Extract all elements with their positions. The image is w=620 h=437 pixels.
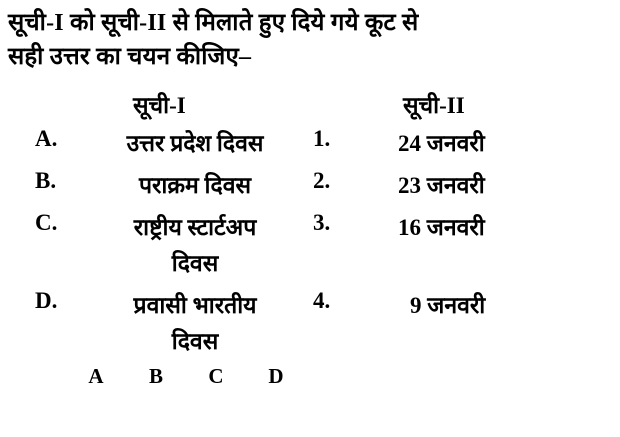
question-stem-line-1: सूची-I को सूची-II से मिलाते हुए दिये गये कूट से xyxy=(8,10,419,36)
row-left-item xyxy=(86,288,304,359)
row-left-item: उत्तर प्रदेश दिवस xyxy=(126,131,264,156)
row-left-item-line-1: प्रवासी भारतीय xyxy=(133,293,257,318)
row-right-item: 16 जनवरी xyxy=(398,215,485,240)
code-column-b: B xyxy=(148,364,163,388)
row-letter: A. xyxy=(35,126,58,151)
row-number: 1. xyxy=(313,126,331,151)
table-row xyxy=(8,168,612,210)
table-row xyxy=(8,288,612,366)
row-left-item-line-1: राष्ट्रीय स्टार्टअप xyxy=(133,215,257,240)
row-left-item-line-2: दिवस xyxy=(171,328,219,354)
list-2-header: सूची-II xyxy=(403,93,465,118)
code-column-c: C xyxy=(208,364,224,388)
row-number: 3. xyxy=(313,210,331,235)
row-left-item: पराक्रम दिवस xyxy=(138,173,252,198)
row-letter: C. xyxy=(35,210,58,235)
matching-table xyxy=(8,126,612,366)
row-number: 2. xyxy=(313,168,331,193)
row-left-item xyxy=(86,210,304,281)
row-right-item: 23 जनवरी xyxy=(398,173,485,198)
table-row xyxy=(8,126,612,168)
row-letter: D. xyxy=(35,288,58,313)
list-1-header: सूची-I xyxy=(133,93,186,118)
row-left-item-line-2: दिवस xyxy=(171,250,219,276)
table-row xyxy=(8,210,612,288)
code-column-d: D xyxy=(268,364,284,388)
row-right-item: 24 जनवरी xyxy=(398,131,485,156)
code-column-a: A xyxy=(88,364,104,388)
question-stem-line-2: सही उत्तर का चयन कीजिए– xyxy=(8,44,252,71)
row-number: 4. xyxy=(313,288,331,313)
row-letter: B. xyxy=(35,168,57,193)
question-stem xyxy=(8,6,612,74)
row-right-item: 9 जनवरी xyxy=(410,293,486,318)
